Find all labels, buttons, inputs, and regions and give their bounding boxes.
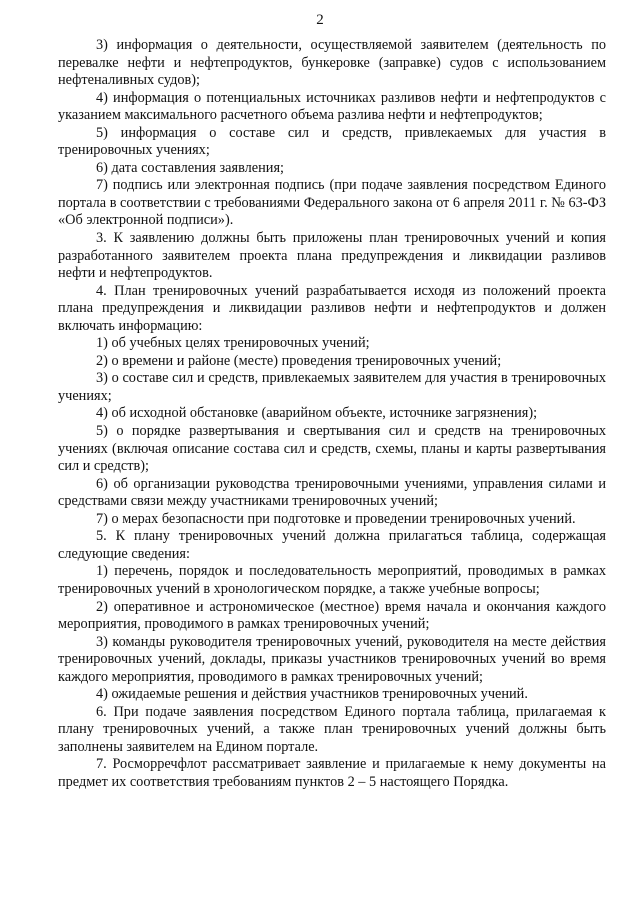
paragraph: 2) о времени и районе (месте) проведения тренировочных учений; — [96, 352, 502, 369]
paragraph: 1) перечень, порядок и последовательность мероприятий, проводимых в рамках тренировочных учений в хронологическом порядке, а также учебные вопросы; — [58, 563, 606, 597]
paragraph: 2) оперативное и астрономическое (местное) время начала и окончания каждого мероприятия, проводимого в рамках тренировочных учений; — [58, 598, 606, 633]
document-body — [58, 37, 606, 792]
paragraph: 7) подпись или электронная подпись (при подаче заявления посредством Единого портала в соответствии с требованиями Федерального закона от 6 апреля 2011 г. № 63-ФЗ «Об электронной подписи»). — [58, 177, 606, 229]
paragraph: 6) об организации руководства тренировочными учениями, управления силами и средствами связи между участниками тренировочных учений; — [58, 475, 606, 510]
paragraph: 4. План тренировочных учений разрабатывается исходя из положений проекта плана предупреждения и ликвидации разливов нефти и нефтепродуктов и должен включать информацию: — [58, 282, 606, 334]
paragraph: 4) информация о потенциальных источниках разливов нефти и нефтепродуктов с указанием максимального расчетного объема разлива нефти и нефтепродуктов; — [58, 89, 606, 124]
paragraph: 3) о составе сил и средств, привлекаемых заявителем для участия в тренировочных учениях; — [58, 370, 606, 404]
paragraph: 1) об учебных целях тренировочных учений; — [96, 335, 370, 352]
paragraph: 3) информация о деятельности, осуществляемой заявителем (деятельность по перевалке нефти и нефтепродуктов, бункеровке (заправке) судов с использованием нефтеналивных судов); — [58, 37, 606, 89]
paragraph: 5) информация о составе сил и средств, привлекаемых для участия в тренировочных учениях; — [58, 124, 606, 159]
page-number: 2 — [316, 12, 324, 28]
paragraph: 3. К заявлению должны быть приложены план тренировочных учений и копия разработанного заявителем проекта плана предупреждения и ликвидации разливов нефти и нефтепродуктов. — [58, 230, 606, 282]
paragraph: 7. Росморречфлот рассматривает заявление и прилагаемые к нему документы на предмет их соответствия требованиям пунктов 2 – 5 настоящего Порядка. — [58, 756, 606, 790]
paragraph: 3) команды руководителя тренировочных учений, руководителя на месте действия тренировочных учений, доклады, приказы участников тренировочных учений во время каждого мероприятия, проводимого в рамках тренировочных учений; — [58, 633, 606, 685]
paragraph: 7) о мерах безопасности при подготовке и проведении тренировочных учений. — [96, 510, 576, 527]
paragraph: 5. К плану тренировочных учений должна прилагаться таблица, содержащая следующие сведения: — [58, 528, 606, 562]
paragraph: 4) об исходной обстановке (аварийном объекте, источнике загрязнения); — [96, 405, 538, 422]
paragraph: 6. При подаче заявления посредством Единого портала таблица, прилагаемая к плану тренировочных учений, а также план тренировочных учений должны быть заполнены заявителем на Едином портале. — [58, 703, 606, 755]
paragraph: 4) ожидаемые решения и действия участников тренировочных учений. — [96, 686, 528, 703]
paragraph: 5) о порядке развертывания и свертывания сил и средств на тренировочных учениях (включая описание состава сил и средств, схемы, планы и карты развертывания сил и средств); — [58, 423, 606, 475]
paragraph: 6) дата составления заявления; — [96, 159, 284, 176]
